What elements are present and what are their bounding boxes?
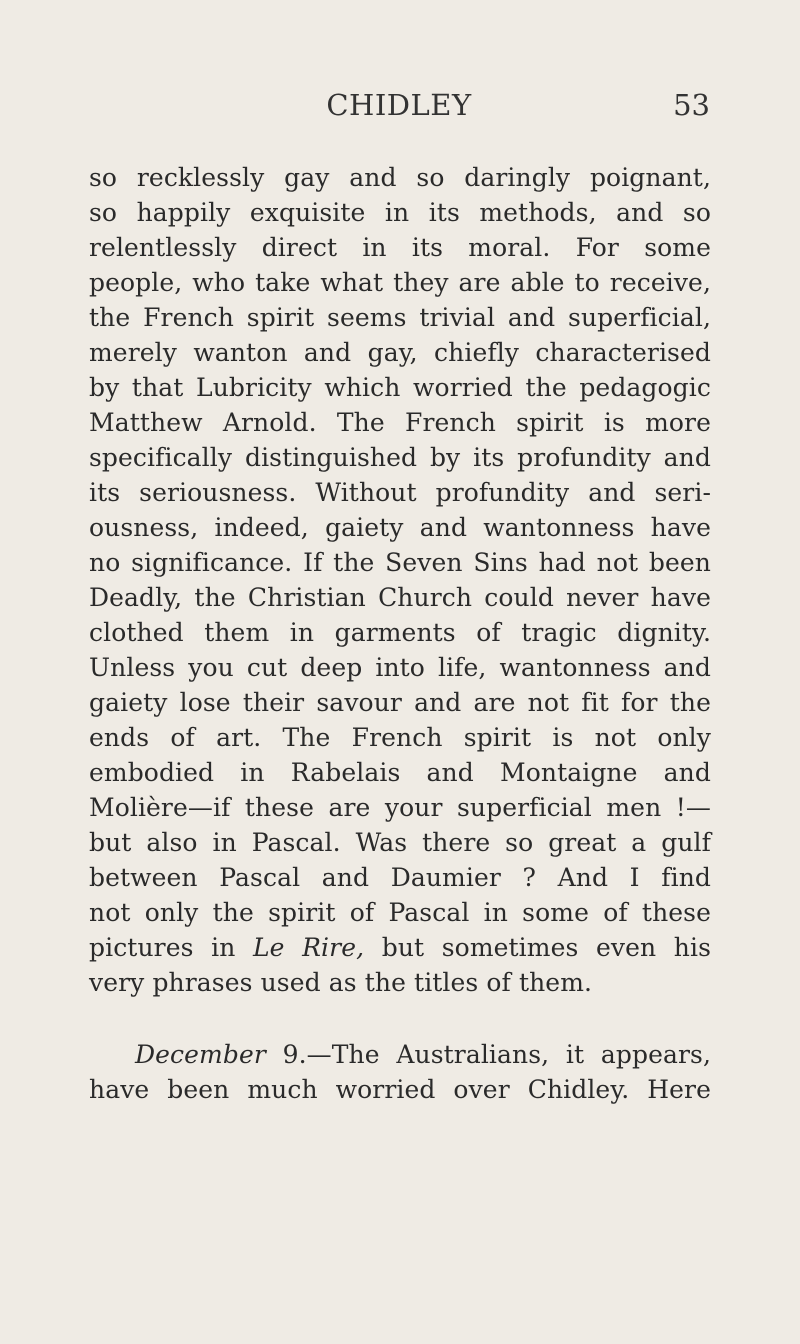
text-line: not only the spirit of Pascal in some of these — [89, 898, 711, 927]
text-line: very phrases used as the titles of them. — [89, 968, 593, 997]
text-line: the French spirit seems trivial and superficial, — [89, 303, 711, 332]
text-line: so recklessly gay and so daringly poignant, — [89, 163, 711, 192]
italic-title-le-rire: Le Rire, — [252, 933, 365, 962]
paragraph-2 — [89, 1037, 711, 1107]
text-line: embodied in Rabelais and Montaigne and — [89, 758, 711, 787]
text-line: between Pascal and Daumier ? And I find — [89, 863, 711, 892]
running-head: CHIDLEY — [326, 88, 472, 122]
text-line: ends of art. The French spirit is not only — [89, 723, 711, 752]
text-line: by that Lubricity which worried the pedagogic — [89, 373, 711, 402]
text-line: clothed them in garments of tragic dignity. — [89, 618, 711, 647]
text-line: Unless you cut deep into life, wantonness and — [89, 653, 711, 682]
text-line: have been much worried over Chidley. Here — [89, 1075, 711, 1104]
text-fragment: but sometimes even his — [364, 933, 711, 962]
page-header — [88, 88, 710, 128]
text-line: so happily exquisite in its methods, and so — [89, 198, 711, 227]
text-line: specifically distinguished by its profundity and — [89, 443, 711, 472]
text-line-with-italic-title — [89, 930, 711, 965]
text-fragment: pictures in — [89, 933, 253, 962]
text-line: relentlessly direct in its moral. For some — [89, 233, 711, 262]
entry-date: December — [135, 1040, 266, 1069]
text-line: its seriousness. Without profundity and seri- — [89, 478, 711, 507]
page-number: 53 — [673, 88, 710, 122]
text-line: gaiety lose their savour and are not fit for the — [89, 688, 711, 717]
text-fragment: 9.—The Australians, it appears, — [265, 1040, 711, 1069]
text-line: no significance. If the Seven Sins had not been — [89, 548, 711, 577]
dated-entry-line — [89, 1037, 711, 1072]
text-line: Deadly, the Christian Church could never have — [89, 583, 711, 612]
text-line: ousness, indeed, gaiety and wantonness have — [89, 513, 711, 542]
text-line: Matthew Arnold. The French spirit is more — [89, 408, 711, 437]
text-line: but also in Pascal. Was there so great a gulf — [89, 828, 711, 857]
text-line: Molière—if these are your superficial men !— — [89, 793, 711, 822]
text-line: people, who take what they are able to receive, — [89, 268, 711, 297]
paragraph-1 — [89, 160, 711, 1000]
text-line: merely wanton and gay, chiefly characterised — [89, 338, 711, 367]
